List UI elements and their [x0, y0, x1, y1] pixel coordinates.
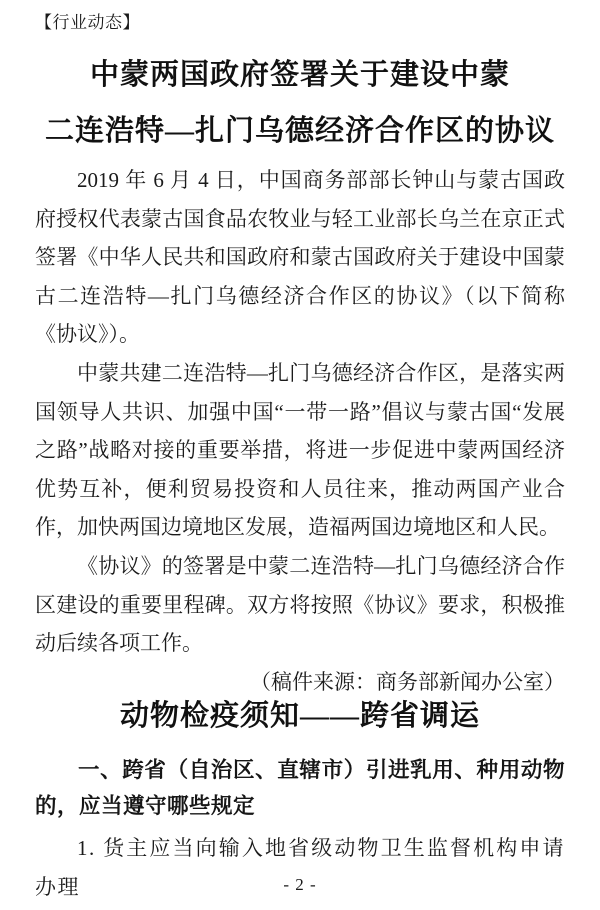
section-label: 【行业动态】 [35, 13, 140, 32]
page-number: - 2 - [283, 875, 317, 894]
article1-paragraph-3: 《协议》的签署是中蒙二连浩特—扎门乌德经济合作区建设的重要里程碑。双方将按照《协议》要求，积极推动后续各项工作。 [35, 553, 565, 656]
article2-heading: 一、跨省（自治区、直辖市）引进乳用、种用动物的，应当遵守哪些规定 [35, 758, 565, 818]
article2-title: 动物检疫须知——跨省调运 [119, 700, 480, 732]
source-attribution: （稿件来源：商务部新闻办公室） [250, 669, 565, 694]
article1-title [0, 47, 600, 159]
article1-paragraph-1: 2019 年 6 月 4 日，中国商务部部长钟山与蒙古国政府授权代表蒙古国食品农牧业与轻工业部长乌兰在京正式签署《中华人民共和国政府和蒙古国政府关于建设中国蒙古二连浩特—扎门乌德经济合作区的协议》（以下简称《协议》）。 [35, 168, 565, 347]
article1-title-line1: 中蒙两国政府签署关于建设中蒙 [89, 59, 510, 91]
article1-body [35, 161, 565, 701]
article1-title-line2: 二连浩特—扎门乌德经济合作区的协议 [44, 115, 555, 147]
article1-paragraph-2: 中蒙共建二连浩特—扎门乌德经济合作区，是落实两国领导人共识、加强中国“一带一路”倡议与蒙古国“发展之路”战略对接的重要举措，将进一步促进中蒙两国经济优势互补，便利贸易投资和人员往来，推动两国产业合作，加快两国边境地区发展，造福两国边境地区和人民。 [35, 360, 565, 540]
article2-paragraph-1: 1. 货主应当向输入地省级动物卫生监督机构申请办理 [35, 836, 565, 899]
